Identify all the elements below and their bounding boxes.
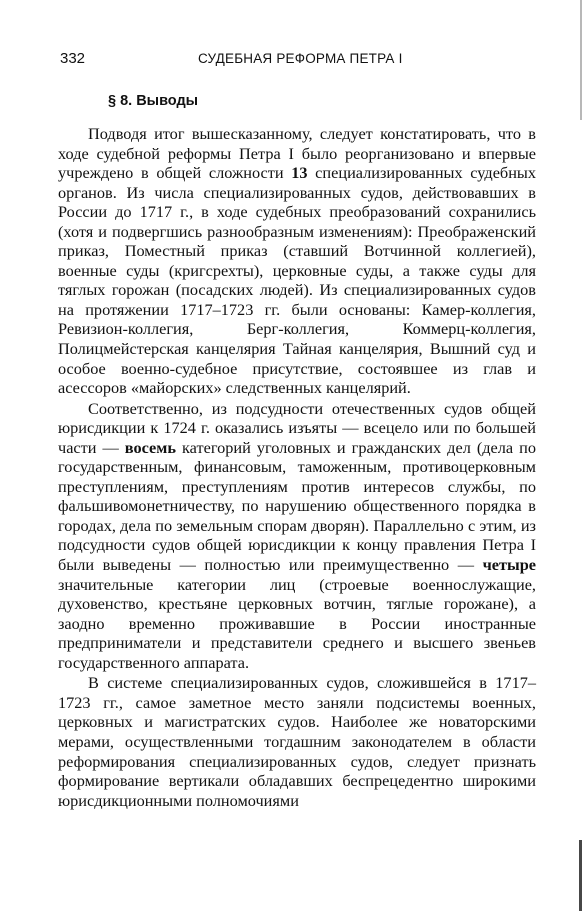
text-run: значительные категории лиц (строевые военнослужащие, духовенство, крестьяне церковных вотчин, тяглые горожане), а заодно временно проживавшие в России иностранные предприниматели и представители среднего и высшего звеньев государственного аппарата. (58, 574, 536, 672)
bold-text-run: 13 (291, 163, 308, 183)
paragraph-3 (58, 673, 536, 810)
section-heading: § 8. Выводы (108, 93, 199, 109)
paragraph-1 (58, 124, 536, 398)
page-number: 332 (60, 50, 86, 67)
paragraph-2 (58, 399, 536, 673)
text-run: категорий уголовных и гражданских дел (дела по государственным, финансовым, таможенным, противоцерковным преступлениям, преступлениям против интересов службы, по фальшивомонетничеству, по нарушению общественного порядка в городах, дела по земельным спорам дворян). Параллельно с этим, из подсудности судов общей юрисдикции к концу правления Петра I были выведены — полностью или преимущественно — (58, 437, 536, 575)
page-edge-shadow (574, 0, 588, 911)
running-title: СУДЕБНАЯ РЕФОРМА ПЕТРА I (198, 51, 403, 66)
text-run: специализированных судебных органов. Из числа специализированных судов, действовавших в России до 1717 г., в ходе судебных преобразований сохранились (хотя и подвергшись разнообразным изменениям): Преображенский приказ, Поместный приказ (ставший Вотчинной коллегией), военные суды (кригсрехты), церковные суды, а также суды для тяглых горожан (посадских людей). Из специализированных судов на протяжении 1717–1723 гг. были основаны: Камер-коллегия, Ревизион-коллегия, Берг-коллегия, Коммерц-коллегия, Полицмейстерская канцелярия Тайная канцелярия, Вышний суд и особое военно-судебное присутствие, состоявшее из глав и асессоров «майорских» следственных канцелярий. (58, 163, 536, 398)
text-run: Подводя итог вышесказанному, следует констатировать, что в ходе судебной реформы Петра I было реорганизовано и впервые учреждено в общей сложности (58, 124, 536, 183)
page-header (60, 50, 550, 72)
text-run: В системе специализированных судов, сложившейся в 1717–1723 гг., самое заметное место заняли подсистемы военных, церковных и магистратских судов. Наиболее же новаторскими мерами, осуществленными тогдашним законодателем в области реформирования специализированных судов, следует признать формирование вертикали обладавших беспрецедентно широкими юрисдикционными полномочиями (58, 673, 536, 810)
body-text (58, 124, 536, 811)
bold-text-run: четыре (482, 555, 536, 575)
bold-text-run: восемь (124, 437, 176, 457)
text-run: Соответственно, из подсудности отечественных судов общей юрисдикции к 1724 г. оказались изъяты — всецело или по большей части — (58, 398, 536, 457)
edge-mark-top (580, 0, 582, 120)
edge-mark-bottom (579, 840, 582, 911)
